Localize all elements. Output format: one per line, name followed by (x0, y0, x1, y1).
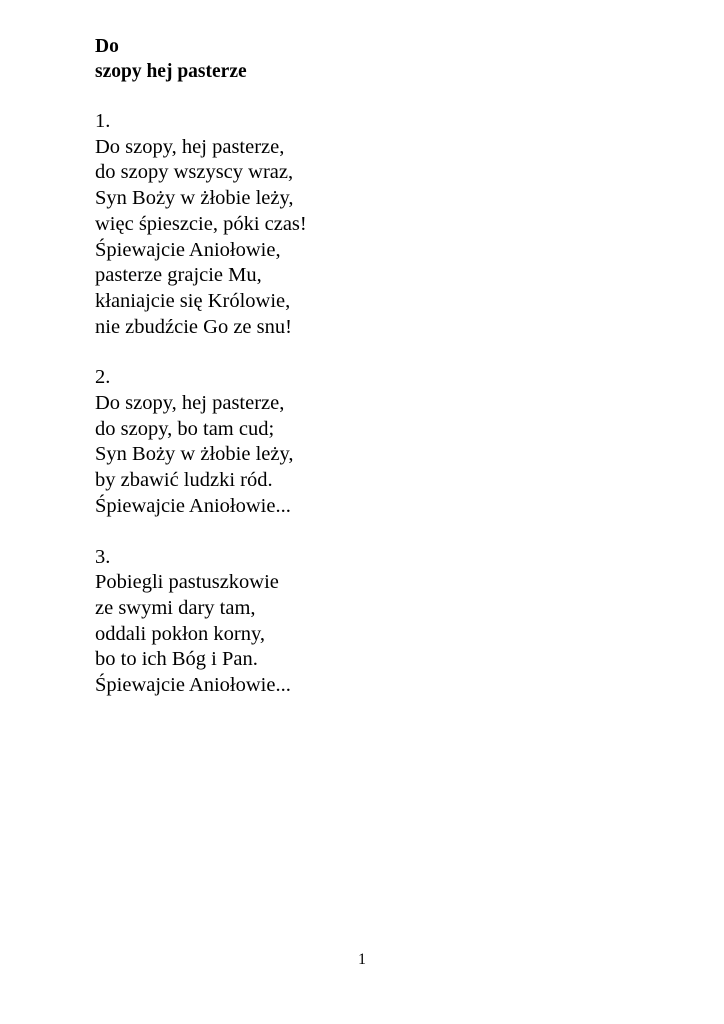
page-number: 1 (358, 951, 366, 968)
verse-line: ze swymi dary tam, (95, 596, 256, 619)
verse-number: 1. (95, 110, 111, 132)
verse-number: 2. (95, 366, 111, 389)
verse-line: oddali pokłon korny, (95, 622, 266, 645)
song-title-line-1: Do (95, 36, 119, 57)
verse-line: do szopy, bo tam cud; (95, 417, 275, 440)
song-content (95, 34, 655, 699)
verse-1 (95, 109, 655, 340)
song-title (95, 34, 655, 84)
verse-line: więc śpieszcie, póki czas! (95, 212, 307, 235)
verse-2 (95, 365, 655, 519)
verse-3 (95, 545, 655, 699)
verse-line: kłaniajcie się Królowie, (95, 289, 291, 312)
verse-line: by zbawić ludzki ród. (95, 469, 273, 492)
verse-number: 3. (95, 545, 111, 568)
verse-line: pasterze grajcie Mu, (95, 264, 262, 287)
verse-line: Śpiewajcie Aniołowie... (95, 494, 291, 517)
verse-line: Syn Boży w żłobie leży, (95, 187, 294, 210)
verse-line: Śpiewajcie Aniołowie, (95, 238, 281, 261)
verse-line: Do szopy, hej pasterze, (95, 392, 285, 415)
verse-line: Syn Boży w żłobie leży, (95, 443, 294, 466)
verse-line: Śpiewajcie Aniołowie... (95, 674, 291, 697)
verse-line: Pobiegli pastuszkowie (95, 571, 279, 594)
verse-line: bo to ich Bóg i Pan. (95, 648, 258, 671)
song-title-line-2: szopy hej pasterze (95, 61, 247, 82)
verse-line: Do szopy, hej pasterze, (95, 135, 285, 158)
verse-line: nie zbudźcie Go ze snu! (95, 315, 292, 338)
verse-line: do szopy wszyscy wraz, (95, 161, 294, 184)
